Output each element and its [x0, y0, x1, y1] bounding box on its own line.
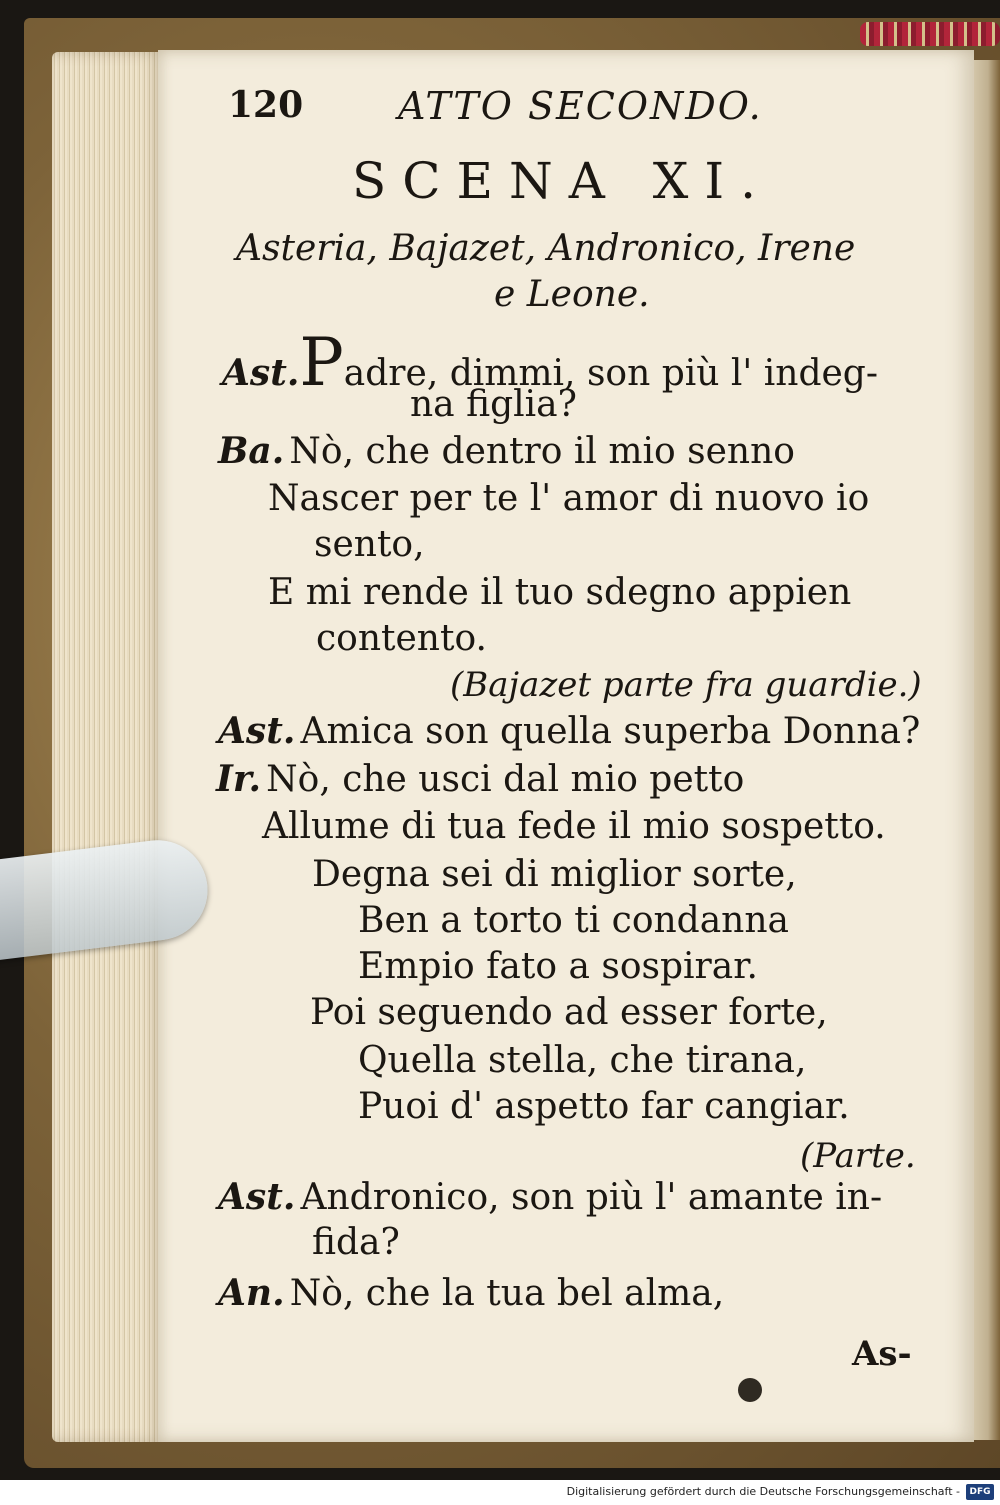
verse-line: Degna sei di miglior sorte, [312, 854, 797, 895]
catchword: As- [852, 1334, 912, 1374]
verse-text: Nò, che la tua bel alma, [289, 1273, 725, 1314]
verse-text: adre, dimmi, son più l' indeg- [343, 353, 879, 394]
drop-cap: P [299, 324, 344, 401]
verse-line: Empio fato a sospirar. [358, 946, 758, 987]
verse-text: Amica son quella superba Donna? [300, 711, 921, 752]
headband [860, 22, 1000, 46]
speaker-label: Ast. [222, 352, 300, 394]
verse-line: sento, [314, 524, 425, 565]
verse-line [218, 430, 795, 472]
verse-text: Nò, che dentro il mio senno [289, 431, 795, 472]
verse-line: Poi seguendo ad esser forte, [310, 992, 828, 1033]
verse-line: na figlia? [410, 384, 577, 425]
speaker-label: Ba. [218, 430, 285, 472]
verse-line [218, 1272, 724, 1314]
page-number: 120 [228, 84, 304, 126]
speaker-label: Ast. [218, 1176, 296, 1218]
speaker-label: An. [218, 1272, 285, 1314]
verse-line [216, 758, 744, 800]
funding-credit: Digitalisierung gefördert durch die Deutsche Forschungsgemeinschaft - [566, 1485, 960, 1498]
verse-line: Ben a torto ti condanna [358, 900, 790, 941]
page-fore-edge [52, 52, 164, 1442]
stage-direction: (Bajazet parte fra guardie.) [450, 665, 922, 705]
verse-line: Nascer per te l' amor di nuovo io [268, 478, 870, 519]
dfg-logo-icon: DFG [966, 1484, 994, 1500]
stage-direction: (Parte. [800, 1136, 916, 1176]
verse-line: fida? [312, 1222, 400, 1263]
character-list: Asteria, Bajazet, Andronico, Irene [236, 228, 856, 269]
verse-line: E mi rende il tuo sdegno appien [268, 572, 852, 613]
verse-line: Puoi d' aspetto far cangiar. [358, 1086, 850, 1127]
verse-text: Andronico, son più l' amante in- [300, 1177, 883, 1218]
speaker-label: Ir. [216, 758, 262, 800]
character-list-continued: e Leone. [494, 274, 650, 315]
speaker-label: Ast. [218, 710, 296, 752]
digitization-footer [0, 1480, 1000, 1505]
verse-line [218, 1176, 882, 1218]
verse-line: contento. [316, 618, 487, 659]
ink-spot [738, 1378, 762, 1402]
verse-text: Nò, che usci dal mio petto [266, 759, 745, 800]
scene-title: SCENA XI. [352, 152, 773, 210]
verse-line: Quella stella, che tirana, [358, 1040, 807, 1081]
verse-line: Allume di tua fede il mio sospetto. [262, 806, 886, 847]
page-gutter [970, 60, 1000, 1440]
verse-line [218, 710, 920, 752]
running-head: ATTO SECONDO. [398, 84, 763, 128]
